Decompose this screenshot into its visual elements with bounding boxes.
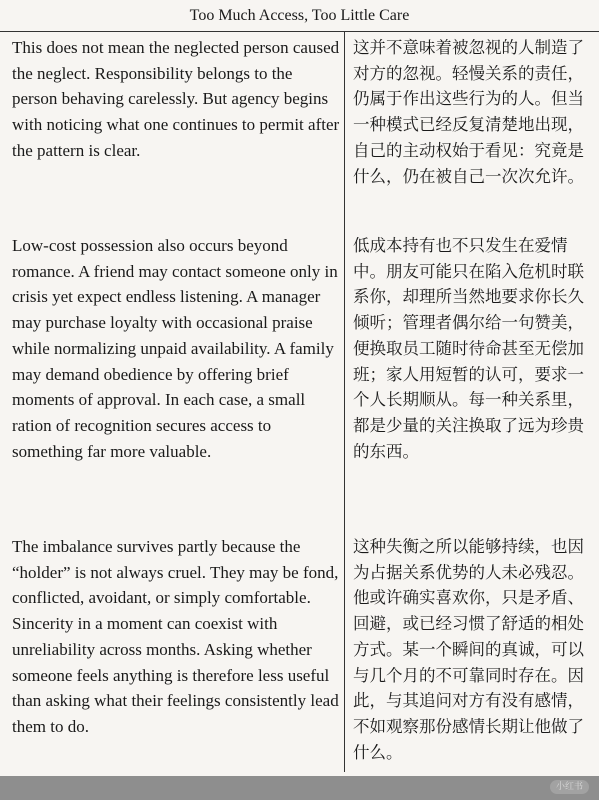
footer-bar <box>0 776 599 800</box>
header-divider <box>0 31 599 32</box>
paragraph-2-chinese: 低成本持有也不只发生在爱情中。朋友可能只在陷入危机时联系你，却理所当然地要求你长久倾听；管理者偶尔给一句赞美，便换取员工随时待命甚至无偿加班；家人用短暂的认可，要求一个人长期顺从。每一种关系里，都是少量的关注换取了远为珍贵的东西。 <box>353 236 584 461</box>
watermark: 小红书 <box>550 780 589 794</box>
paragraph-1-chinese: 这并不意味着被忽视的人制造了对方的忽视。轻慢关系的责任，仍属于作出这些行为的人。但当一种模式已经反复清楚地出现，自己的主动权始于看见：究竟是什么，仍在被自己一次次允许。 <box>353 38 584 186</box>
paragraph-3-english: The imbalance survives partly because the “holder” is not always cruel. They may be fond, conflicted, avoidant, or simply comfortable. Sincerity in a moment can coexist with unreliability across months. Asking whether someone feels anything is therefore less useful than asking what their feelings consistently lead them to do. <box>12 537 339 736</box>
paragraph-1-english: This does not mean the neglected person caused the neglect. Responsibility belongs to the person behaving carelessly. But agency begins with noticing what one continues to permit after the pattern is clear. <box>12 38 340 160</box>
page-title: Too Much Access, Too Little Care <box>189 7 410 24</box>
paragraph-3-chinese: 这种失衡之所以能够持续，也因为占据关系优势的人未必残忍。他或许确实喜欢你，只是矛盾、回避，或已经习惯了舒适的相处方式。某一个瞬间的真诚，可以与几个月的不可靠同时存在。因此，与其追问对方有没有感情，不如观察那份感情长期让他做了什么。 <box>353 537 584 762</box>
column-divider <box>344 32 345 772</box>
paragraph-2-english: Low-cost possession also occurs beyond romance. A friend may contact someone only in crisis yet expect endless listening. A manager may purchase loyalty with occasional praise while normalizing unpaid availability. A family may demand obedience by offering brief moments of approval. In each case, a small ration of recognition secures access to something far more valuable. <box>12 236 338 461</box>
